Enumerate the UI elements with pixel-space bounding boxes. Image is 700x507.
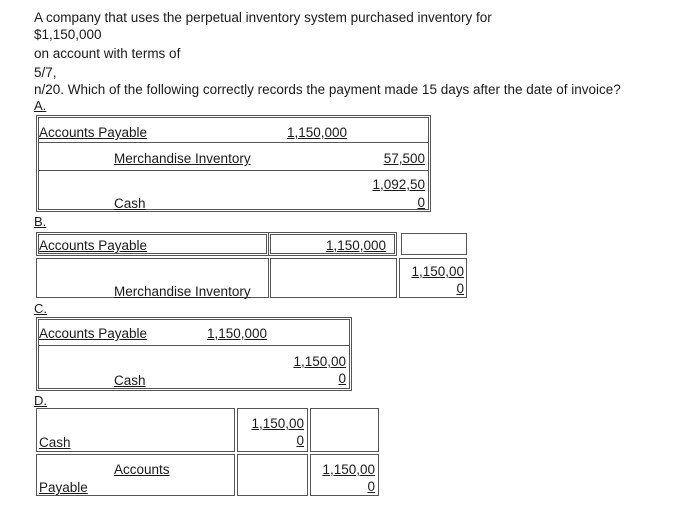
option-a-credit2-amount: 0: [417, 195, 425, 210]
option-c-credit-account: Cash: [114, 373, 146, 388]
option-d-debit-amount: 1,150,00: [251, 416, 304, 431]
option-b-cell: [401, 233, 467, 255]
question-line-1: A company that uses the perpetual inventory system purchased inventory for: [34, 10, 492, 25]
option-a-debit-amount: 1,150,000: [287, 125, 348, 140]
option-d-label[interactable]: D.: [34, 393, 47, 408]
question-line-5: n/20. Which of the following correctly records the payment made 15 days after the date of invoice?: [34, 82, 621, 97]
option-a-divider: [38, 170, 429, 171]
option-b-label[interactable]: B.: [34, 214, 47, 229]
option-d-cell: [237, 454, 308, 496]
option-b-debit-amount: 1,150,000: [326, 238, 387, 253]
option-d-cell: [310, 408, 379, 452]
option-c-debit-amount: 1,150,000: [207, 326, 268, 341]
option-b-credit-amount: 0: [456, 281, 464, 296]
option-c-credit-amount: 1,150,00: [293, 354, 346, 369]
question-amount: $1,150,000: [34, 27, 102, 42]
option-c-credit-amount: 0: [338, 371, 346, 386]
question-terms: 5/7,: [34, 65, 57, 80]
option-b-credit-amount: 1,150,00: [411, 264, 464, 279]
option-b-cell: [270, 258, 397, 298]
option-d-credit-amount: 1,150,00: [322, 462, 375, 477]
option-c-debit-account: Accounts Payable: [39, 326, 148, 341]
option-c-divider: [38, 345, 350, 346]
option-c-label[interactable]: C.: [34, 301, 47, 316]
option-a-credit2-amount: 1,092,50: [372, 177, 425, 192]
option-a-credit1-account: Merchandise Inventory: [114, 151, 251, 166]
option-a-divider: [38, 142, 429, 143]
option-d-debit-account: Cash: [39, 435, 71, 450]
option-a-label[interactable]: A.: [34, 98, 47, 113]
question-line-3: on account with terms of: [34, 46, 181, 61]
option-d-credit-account: Accounts: [114, 462, 170, 477]
option-d-debit-amount: 0: [296, 433, 304, 448]
option-a-credit1-amount: 57,500: [383, 151, 425, 166]
option-b-credit-account: Merchandise Inventory: [114, 284, 251, 299]
option-a-debit-account: Accounts Payable: [39, 125, 148, 140]
option-b-debit-account: Accounts Payable: [39, 238, 148, 253]
option-d-credit-account: Payable: [39, 480, 88, 495]
option-d-credit-amount: 0: [367, 479, 375, 494]
option-a-credit2-account: Cash: [114, 196, 146, 211]
